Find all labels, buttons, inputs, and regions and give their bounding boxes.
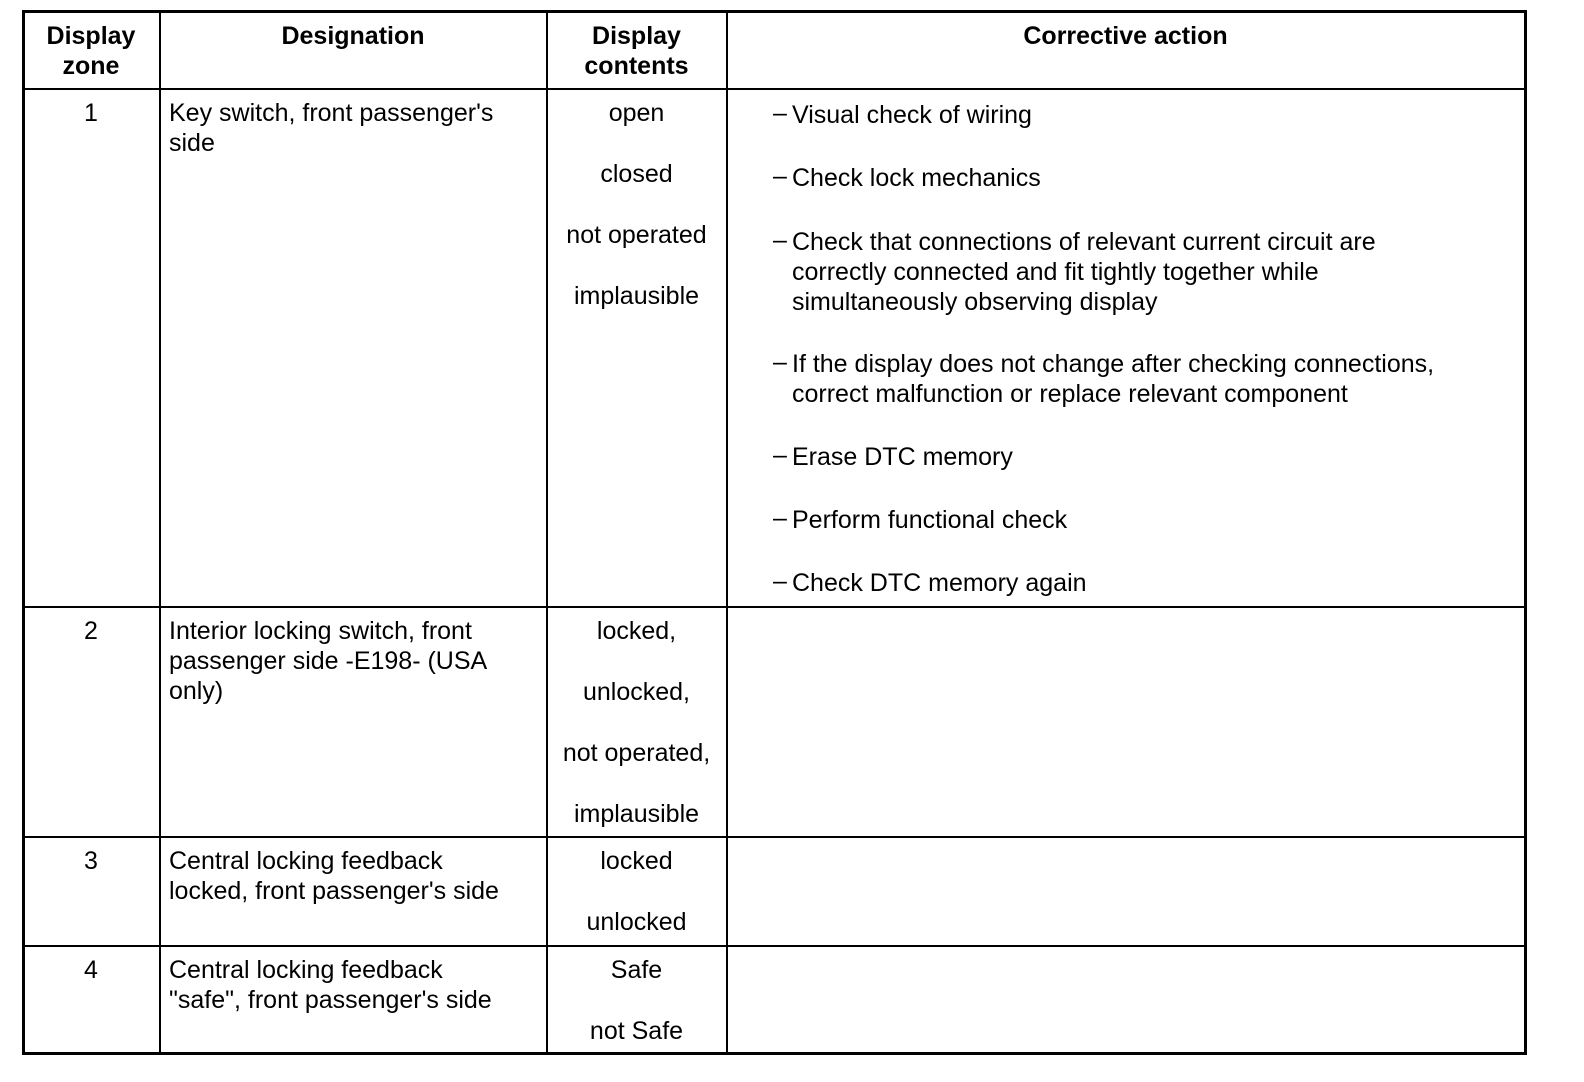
action-item-text: Check lock mechanics <box>792 164 1041 192</box>
row-divider-2 <box>25 836 1524 838</box>
header-display-zone: Display zone <box>46 22 136 80</box>
row-1-content-4: implausible <box>573 282 700 310</box>
header-row-divider <box>25 88 1524 90</box>
dash-icon: – <box>773 162 787 190</box>
dash-icon: – <box>773 226 787 254</box>
row-divider-1 <box>25 606 1524 608</box>
dash-icon: – <box>773 567 787 595</box>
row-3-content-2: unlocked <box>586 908 687 936</box>
row-2-zone: 2 <box>84 617 98 645</box>
action-item-text: If the display does not change after checking connections, correct malfunction or replace relevant component <box>792 350 1435 408</box>
action-item-text: Erase DTC memory <box>792 443 1013 471</box>
row-1-designation: Key switch, front passenger's side <box>169 99 494 157</box>
row-1-content-2: closed <box>600 160 673 188</box>
row-2-content-2: unlocked, <box>582 678 691 706</box>
row-4-zone: 4 <box>84 956 98 984</box>
action-item-text: Visual check of wiring <box>792 101 1032 129</box>
row-2-content-4: implausible <box>573 800 700 828</box>
column-divider-1 <box>159 13 161 1052</box>
row-1-content-1: open <box>608 99 665 127</box>
row-2-designation: Interior locking switch, front passenger side -E198- (USA only) <box>169 617 488 705</box>
action-item-text: Perform functional check <box>792 506 1068 534</box>
row-2-content-1: locked, <box>596 617 677 645</box>
row-4-content-2: not Safe <box>589 1017 684 1045</box>
action-item-text: Check DTC memory again <box>792 569 1087 597</box>
row-divider-3 <box>25 945 1524 947</box>
header-display-contents: Display contents <box>584 22 689 80</box>
dash-icon: – <box>773 504 787 532</box>
row-4-designation: Central locking feedback "safe", front passenger's side <box>169 956 492 1014</box>
row-1-zone: 1 <box>84 99 98 127</box>
dash-icon: – <box>773 441 787 469</box>
row-4-content-1: Safe <box>610 956 663 984</box>
row-3-designation: Central locking feedback locked, front passenger's side <box>169 847 499 905</box>
row-3-zone: 3 <box>84 847 98 875</box>
column-divider-3 <box>726 13 728 1052</box>
row-1-content-3: not operated <box>566 221 707 249</box>
row-3-content-1: locked <box>600 847 673 875</box>
action-item-text: Check that connections of relevant current circuit are correctly connected and fit tightly together while simultaneously observing display <box>792 228 1376 316</box>
header-designation: Designation <box>281 22 425 50</box>
dash-icon: – <box>773 99 787 127</box>
header-corrective-action: Corrective action <box>1023 22 1228 50</box>
dash-icon: – <box>773 348 787 376</box>
row-2-content-3: not operated, <box>562 739 711 767</box>
